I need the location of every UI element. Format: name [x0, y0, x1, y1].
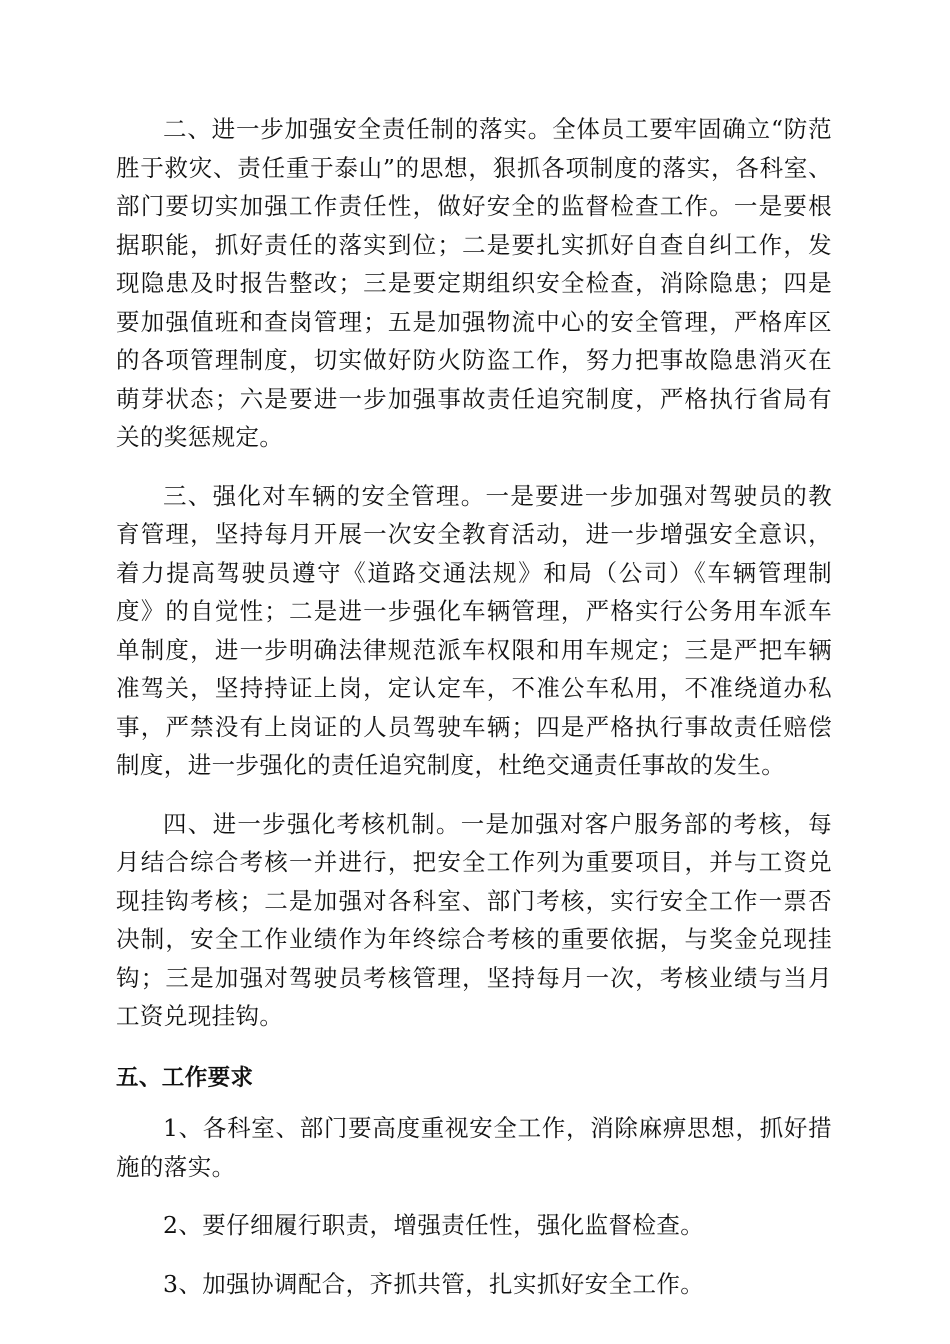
document-body — [116, 110, 832, 1303]
requirement-item-2: 2、要仔细履行职责，增强责任性，强化监督检查。 — [163, 1211, 705, 1239]
requirement-item-1: 1、各科室、部门要高度重视安全工作，消除麻痹思想，抓好措施的落实。 — [116, 1114, 832, 1181]
requirement-item-3: 3、加强协调配合，齐抓共管，扎实抓好安全工作。 — [163, 1269, 705, 1298]
paragraph-assessment: 四、进一步强化考核机制。一是加强对客户服务部的考核，每月结合综合考核一并进行，把安全工作列为重要项目，并与工资兑现挂钩考核；二是加强对各科室、部门考核，实行安全工作一票否决制，安全工作业绩作为年终综合考核的重要依据，与奖金兑现挂钩；三是加强对驾驶员考核管理，坚持每月一次，考核业绩与当月工资兑现挂钩。 — [116, 809, 832, 1030]
paragraph-vehicle-safety: 三、强化对车辆的安全管理。一是要进一步加强对驾驶员的教育管理，坚持每月开展一次安全教育活动，进一步增强安全意识，着力提高驾驶员遵守《道路交通法规》和局（公司）《车辆管理制度》的自觉性；二是进一步强化车辆管理，严格实行公务用车派车单制度，进一步明确法律规范派车权限和用车规定；三是严把车辆准驾关，坚持持证上岗，定认定车，不准公车私用，不准绕道办私事，严禁没有上岗证的人员驾驶车辆；四是严格执行事故责任赔偿制度，进一步强化的责任追究制度，杜绝交通责任事故的发生。 — [116, 481, 832, 779]
paragraph-responsibility: 二、进一步加强安全责任制的落实。全体员工要牢固确立“防范胜于救灾、责任重于泰山”的思想，狠抓各项制度的落实，各科室、部门要切实加强工作责任性，做好安全的监督检查工作。一是要根据职能，抓好责任的落实到位；二是要扎实抓好自查自纠工作，发现隐患及时报告整改；三是要定期组织安全检查，消除隐患；四是要加强值班和查岗管理；五是加强物流中心的安全管理，严格库区的各项管理制度，切实做好防火防盗工作，努力把事故隐患消灭在萌芽状态；六是要进一步加强事故责任追究制度，严格执行省局有关的奖惩规定。 — [116, 115, 832, 451]
section-heading-work-requirements: 五、工作要求 — [116, 1064, 254, 1091]
